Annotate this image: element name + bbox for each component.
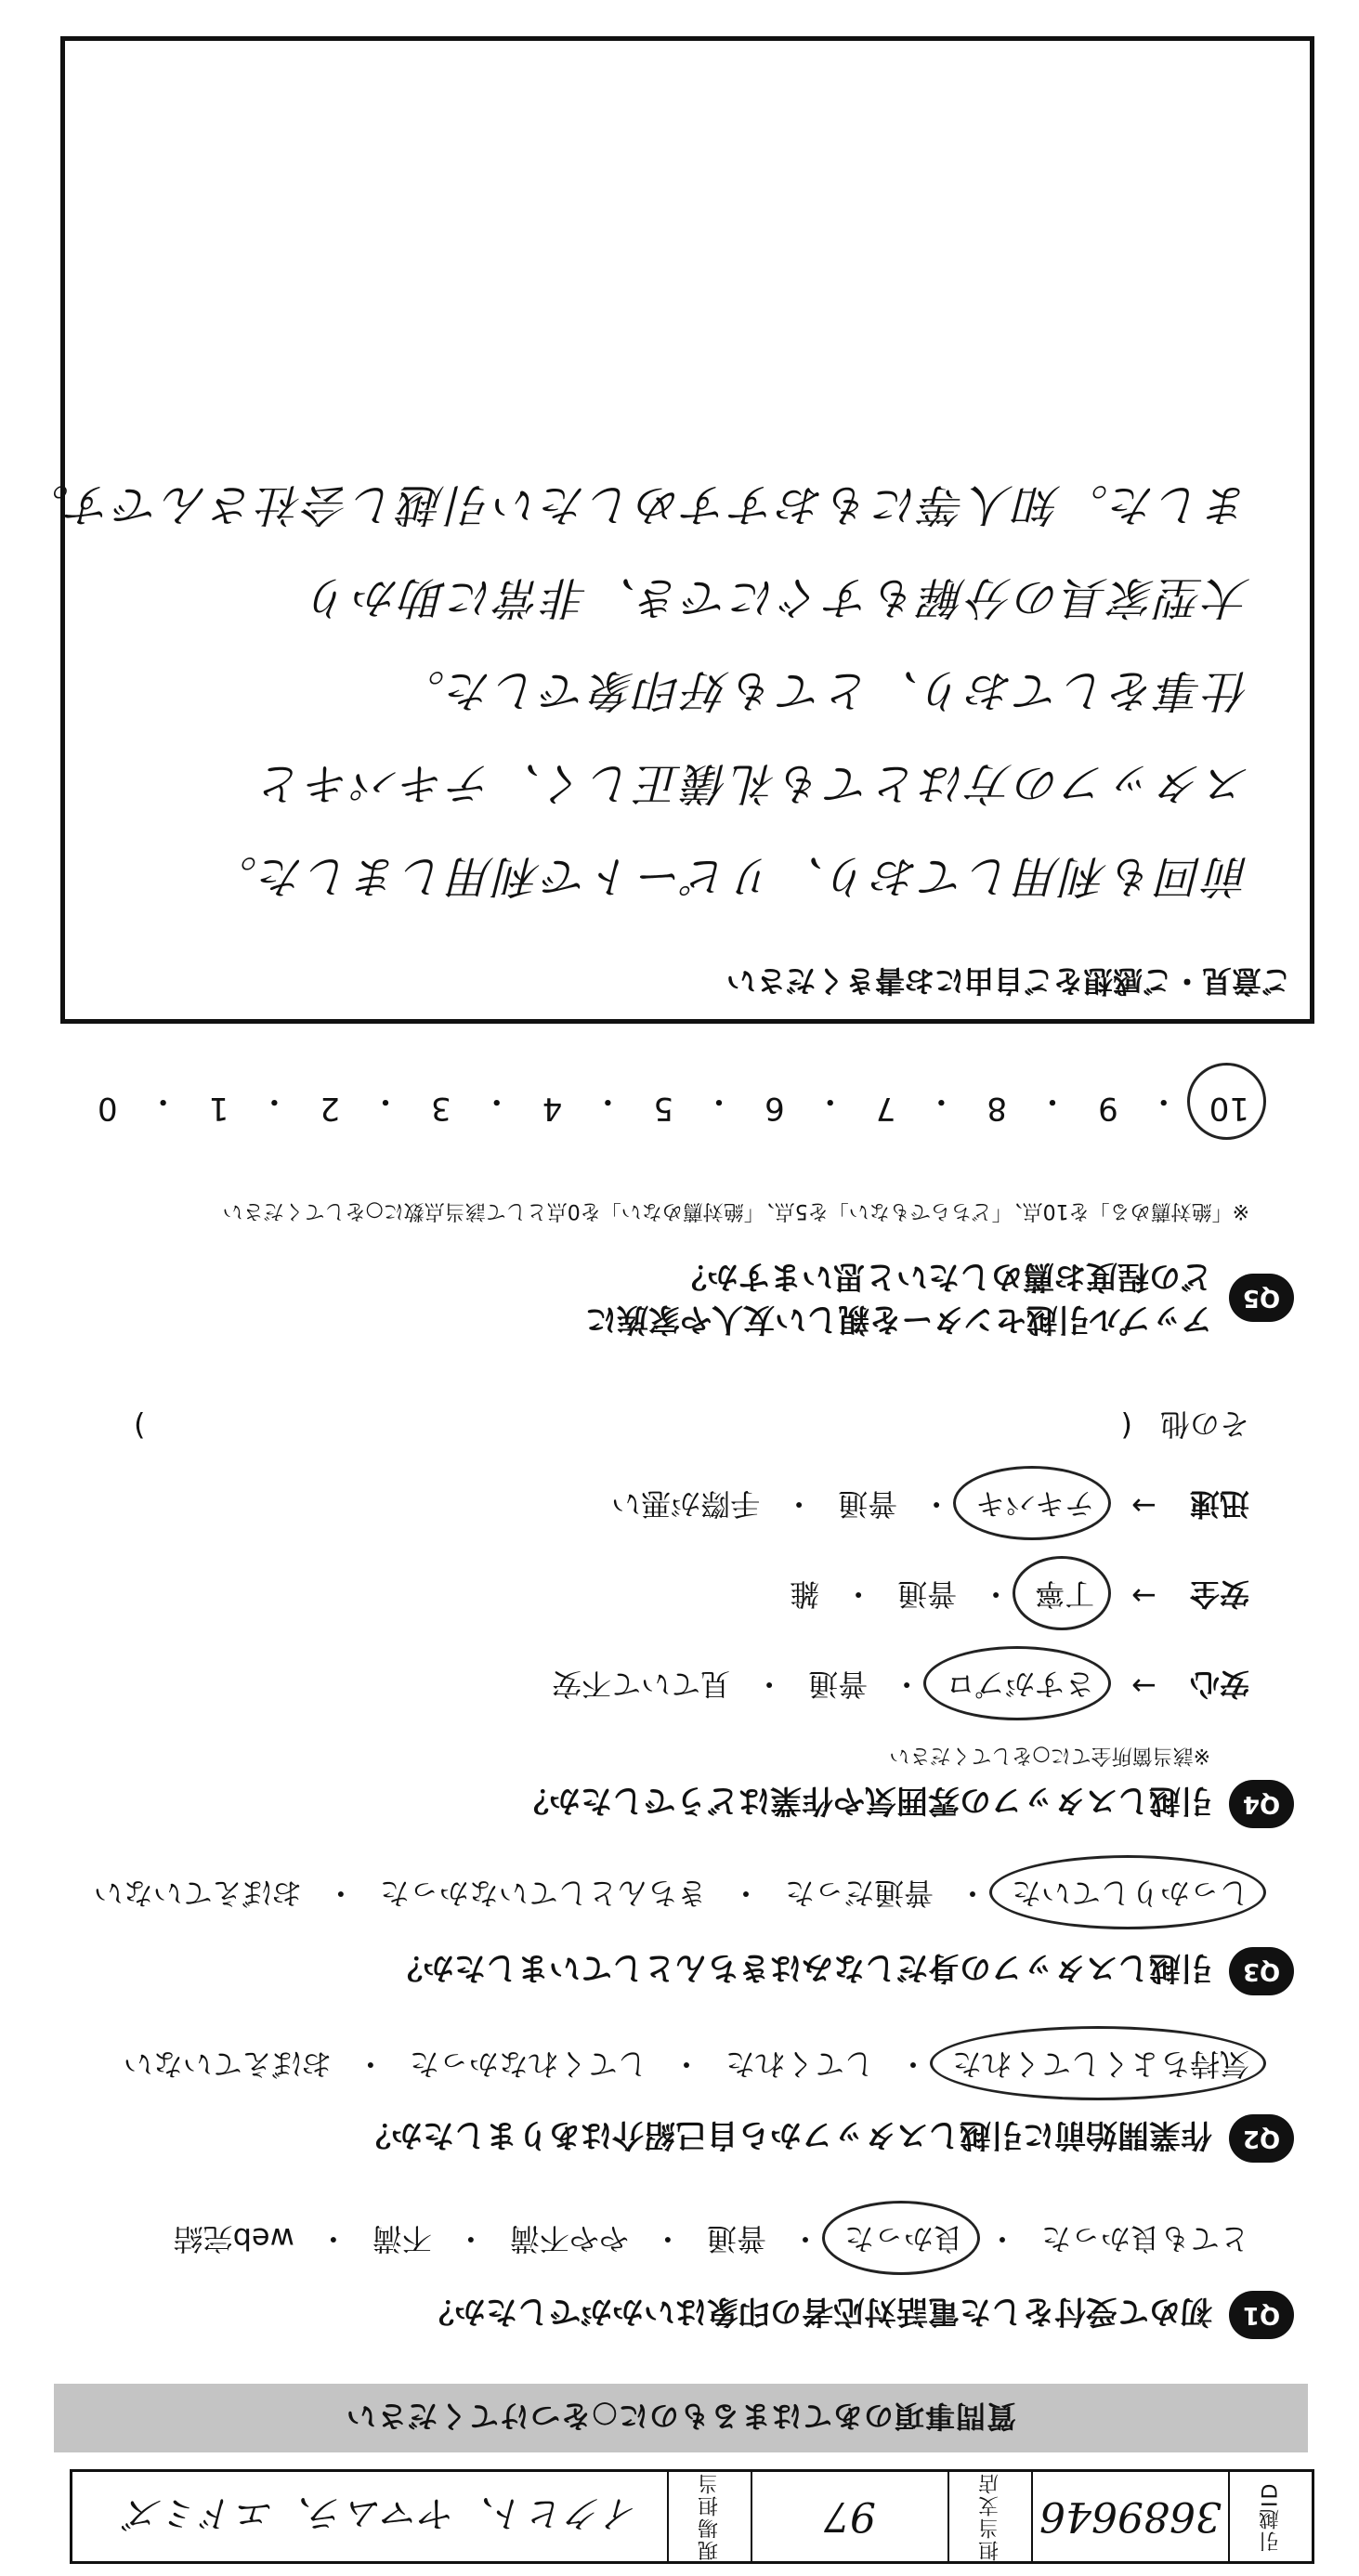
q1-option[interactable]: 不満 [372,2221,432,2256]
option-separator: ・ [325,1876,356,1911]
q4-row-key: 安心 [1189,1667,1249,1702]
q4-option-selected[interactable]: さすがプロ [946,1665,1094,1707]
branch-label: 担当支店 [947,2472,1031,2561]
q3-text: 引越しスタッフの身だしなみはきちんとしていましたか？ [391,1949,1212,1987]
q1-options [174,2219,1249,2262]
q5-score[interactable]: 8 [987,1090,1008,1127]
scale-separator: ・ [1037,1082,1069,1119]
option-separator: ・ [790,2221,820,2256]
q5-score[interactable]: 2 [320,1090,340,1127]
scale-separator: ・ [703,1082,736,1119]
q4-other-label: その他 [1159,1406,1249,1442]
site-value: イクヒト、ヤマムラ、エドミズ [125,2491,639,2535]
q1-option-selected[interactable]: 良かった [844,2219,963,2262]
q4-option[interactable]: 雑 [790,1576,820,1612]
q5-score[interactable]: 1 [208,1090,229,1127]
q1-text: 初めて受付をした電話対応者の印象はいかがでしたか？ [423,2293,1212,2331]
q3-option[interactable]: きちんとしていなかった [379,1876,707,1911]
q5-score[interactable]: 3 [431,1090,451,1127]
q2-option[interactable]: してくれた [725,2046,874,2082]
q1-option[interactable]: web完結 [173,2221,294,2256]
q4-other [134,1405,1249,1447]
comment-box [21,36,1314,1024]
comment-line-4: 大型家具の分解もすぐにでき、非常に助かり [304,571,1250,623]
q4-row-jinsoku [611,1484,1249,1527]
option-separator: ・ [843,1576,874,1612]
q5-score[interactable]: 4 [542,1090,563,1127]
q3-badge: Q3 [1229,1947,1294,1995]
q4-other-close: ) [134,1408,146,1444]
q5-score[interactable]: 0 [98,1090,118,1127]
option-separator: ・ [652,2221,683,2256]
scale-separator: ・ [1147,1082,1180,1119]
option-separator: ・ [897,2046,928,2082]
q5-note: ※「絶対薦める」を10点、「どちらでもない」を5点、「絶対薦めない」を0点として該当点数に○をしてください [222,1199,1249,1223]
option-separator: ・ [892,1667,922,1702]
comment-line-2: スタッフの方はとても礼儀正しく、テキパキと [255,757,1250,809]
comment-line-1: 前回も利用しており、リピートで利用しました。 [209,850,1250,902]
q5-badge: Q5 [1229,1274,1294,1322]
q2-option-selected[interactable]: 気持ちよくしてくれた [952,2045,1249,2087]
q4-option-selected[interactable]: テキパキ [975,1484,1094,1527]
q2-options [124,2045,1249,2087]
q4-option[interactable]: 見ていて不安 [552,1667,731,1702]
q2-option[interactable]: おぼえていない [123,2046,332,2082]
q5-text-line1: アップル引越センターを親しい友人や家族に [585,1301,1212,1338]
q1-option[interactable]: とても良かった [1040,2221,1249,2256]
q2-text: 作業開始前に引越しスタッフから自己紹介はありましたか？ [359,2116,1212,2154]
scale-separator: ・ [592,1082,624,1119]
option-separator: ・ [455,2221,486,2256]
q5-heading [585,1255,1294,1340]
arrow-icon: → [1131,1668,1156,1704]
q3-option[interactable]: 普通だった [784,1876,934,1911]
scale-separator: ・ [925,1082,958,1119]
option-separator: ・ [981,1576,1012,1612]
scale-separator: ・ [147,1082,179,1119]
q4-row-key: 迅速 [1189,1486,1249,1522]
option-separator: ・ [987,2221,1017,2256]
q2-badge: Q2 [1229,2114,1294,2163]
q4-row-anshin [552,1665,1249,1707]
option-separator: ・ [318,2221,348,2256]
scale-separator: ・ [258,1082,291,1119]
q5-score[interactable]: 7 [875,1090,896,1127]
scale-separator: ・ [370,1082,402,1119]
q4-option[interactable]: 手際が悪い [611,1486,761,1522]
id-value: 3689646 [1031,2472,1228,2561]
comment-line-5: ました。知人等にもおすすめしたい引越し会社さんです。 [21,478,1250,530]
q4-heading [517,1780,1294,1828]
q5-scale [98,1081,1249,1127]
instruction-banner: 質問事項のあてはまるものに○をつけてください [54,2384,1308,2452]
q1-heading [423,2291,1294,2339]
q4-option[interactable]: 普通 [838,1486,898,1522]
q2-option[interactable]: してくれなかった [409,2046,647,2082]
q4-badge: Q4 [1229,1780,1294,1828]
q4-other-open: ( [1120,1408,1132,1444]
q5-text-line2: どの程度お薦めしたいと思いますか？ [675,1258,1212,1295]
q3-options [94,1874,1249,1916]
q4-note: ※該当箇所全てに○をしてください [889,1744,1210,1767]
option-separator: ・ [355,2046,385,2082]
option-separator: ・ [784,1486,815,1522]
arrow-icon: → [1131,1578,1156,1614]
option-separator: ・ [754,1667,785,1702]
q3-heading [391,1947,1294,1995]
q5-score[interactable]: 5 [653,1090,674,1127]
option-separator: ・ [730,1876,761,1911]
q3-option-selected[interactable]: しっかりしていた [1012,1874,1249,1916]
q5-score[interactable]: 9 [1098,1090,1118,1127]
q4-option[interactable]: 普通 [808,1667,869,1702]
q4-row-anzen [790,1575,1249,1617]
option-separator: ・ [957,1876,987,1911]
q5-score[interactable]: 6 [764,1090,785,1127]
q1-option[interactable]: やや不満 [509,2221,629,2256]
scale-separator: ・ [814,1082,846,1119]
site-label: 現場担当 [667,2472,751,2561]
q4-text: 引越しスタッフの雰囲気や作業はどうでしたか？ [517,1782,1212,1820]
comment-title: ご意見・ご感想をご自由にお書きください [725,963,1291,999]
arrow-icon: → [1131,1488,1156,1523]
q2-heading [359,2114,1294,2163]
q1-option[interactable]: 普通 [706,2221,766,2256]
q1-badge: Q1 [1229,2291,1294,2339]
branch-value: 97 [751,2472,947,2561]
q3-option[interactable]: おぼえていない [93,1876,302,1911]
id-label: 引越ID [1228,2472,1312,2561]
header-table [70,2469,1314,2564]
q4-option[interactable]: 普通 [897,1576,958,1612]
comment-line-3: 仕事をしており、とても好印象でした。 [397,664,1250,716]
q4-row-key: 安全 [1189,1576,1249,1612]
option-separator: ・ [921,1486,952,1522]
q4-option-selected[interactable]: 丁寧 [1035,1575,1094,1617]
option-separator: ・ [671,2046,701,2082]
q5-score-selected[interactable]: 10 [1209,1081,1249,1127]
scale-separator: ・ [480,1082,513,1119]
